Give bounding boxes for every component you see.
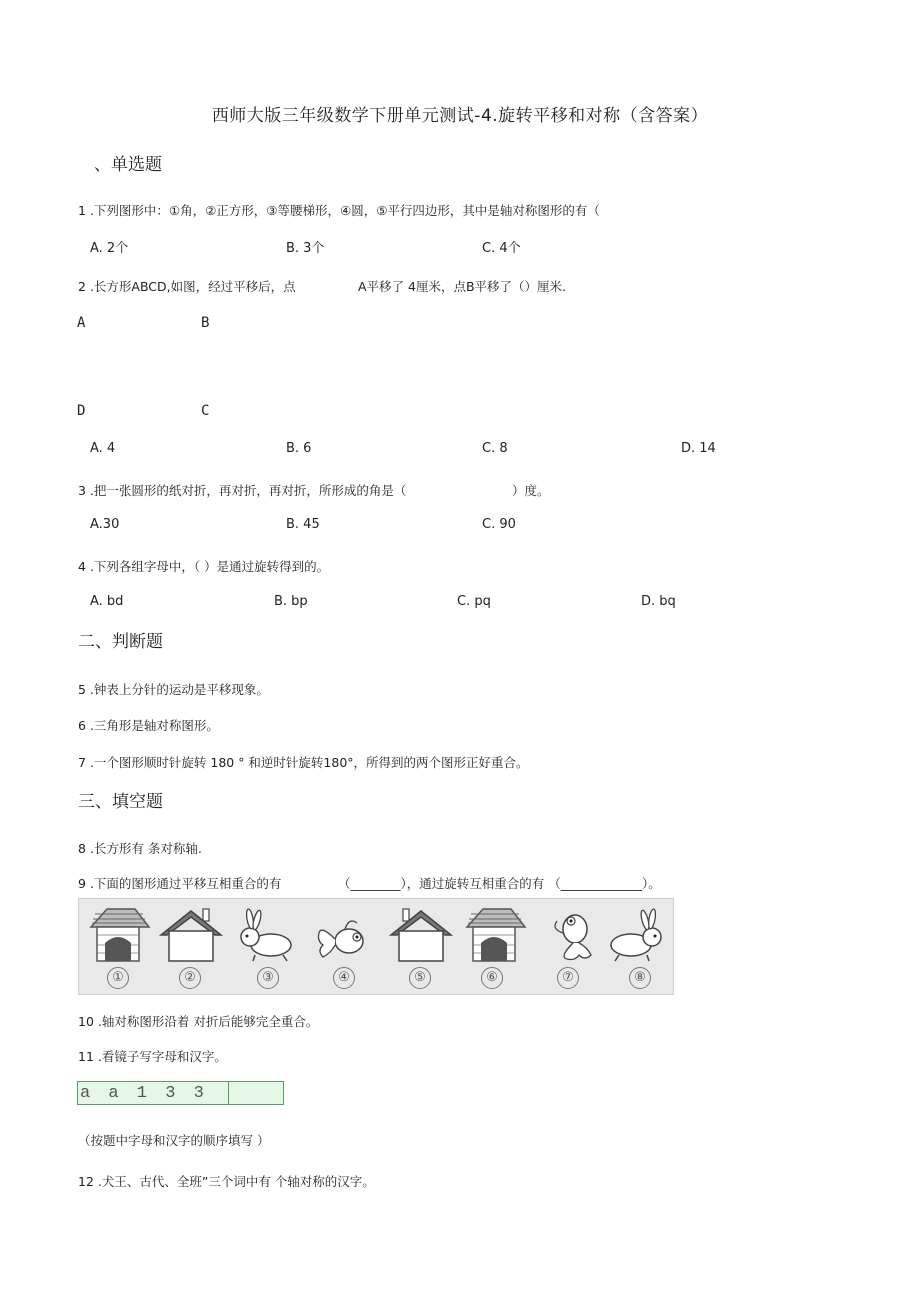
question-3-part-2: ）度。	[512, 483, 550, 498]
q4-option-a: A. bd	[90, 594, 124, 609]
q3-option-b: B. 45	[286, 517, 320, 532]
mirror-text-cell: a a 1 3 3	[78, 1082, 229, 1105]
q2-option-b: B. 6	[286, 441, 312, 456]
q1-option-a: A. 2个	[90, 241, 129, 256]
figure-label-5: ⑤	[409, 967, 431, 989]
question-9-part-1: 9 .下面的图形通过平移互相重合的有	[78, 876, 282, 891]
q3-option-a: A.30	[90, 517, 120, 532]
question-10: 10 .轴对称图形沿着 对折后能够完全重合。	[78, 1014, 319, 1029]
figure-label-6: ⑥	[481, 967, 503, 989]
q1-option-c: C. 4个	[482, 241, 521, 256]
question-2-part-1: 2 .长方形ABCD,如图，经过平移后，点	[78, 279, 296, 294]
question-1: 1 .下列图形中：①角，②正方形，③等腰梯形，④圆，⑤平行四边形，其中是轴对称图形的有（	[78, 203, 600, 218]
house-icon	[389, 905, 453, 965]
mirror-table	[77, 1081, 284, 1105]
corner-label-b: B	[201, 315, 210, 331]
question-5: 5 .钟表上分针的运动是平移现象。	[78, 682, 269, 697]
q1-option-b: B. 3个	[286, 241, 325, 256]
rabbit-icon	[605, 905, 669, 965]
question-12: 12 .犬王、古代、全班”三个词中有 个轴对称的汉字。	[78, 1174, 375, 1189]
goldfish-icon	[311, 905, 375, 965]
section-heading-single-choice: 、单选题	[94, 155, 162, 175]
figure-strip	[78, 898, 674, 995]
question-9-part-2: （________），通过旋转互相重合的有 （_____________）。	[338, 876, 661, 891]
corner-label-a: A	[77, 315, 86, 331]
doghouse-icon	[87, 905, 151, 965]
goldfish-icon	[537, 905, 601, 965]
doghouse-icon	[463, 905, 527, 965]
corner-label-d: D	[77, 403, 86, 419]
question-4: 4 .下列各组字母中，（ ）是通过旋转得到的。	[78, 559, 330, 574]
corner-label-c: C	[201, 403, 210, 419]
question-7: 7 .一个图形顺时针旋转 180 ° 和逆时针旋转180°，所得到的两个图形正好重合。	[78, 755, 529, 770]
section-heading-fill-blank: 三、填空题	[78, 792, 163, 812]
figure-label-8: ⑧	[629, 967, 651, 989]
question-11-note: （按题中字母和汉字的顺序填写 ）	[78, 1133, 270, 1148]
q4-option-c: C. pq	[457, 594, 491, 609]
figure-label-4: ④	[333, 967, 355, 989]
rabbit-icon	[233, 905, 297, 965]
section-heading-true-false: 二、判断题	[78, 632, 163, 652]
question-6: 6 .三角形是轴对称图形。	[78, 718, 219, 733]
figure-label-3: ③	[257, 967, 279, 989]
figure-label-2: ②	[179, 967, 201, 989]
q4-option-b: B. bp	[274, 594, 308, 609]
q4-option-d: D. bq	[641, 594, 676, 609]
question-2-part-2: A平移了 4厘米，点B平移了（）厘米.	[358, 279, 567, 294]
question-8: 8 .长方形有 条对称轴.	[78, 841, 202, 856]
mirror-answer-cell[interactable]	[229, 1082, 284, 1105]
q2-option-c: C. 8	[482, 441, 508, 456]
question-3-part-1: 3 .把一张圆形的纸对折，再对折，再对折，所形成的角是（	[78, 483, 407, 498]
q2-option-d: D. 14	[681, 441, 716, 456]
figure-label-7: ⑦	[557, 967, 579, 989]
house-icon	[159, 905, 223, 965]
page-title: 西师大版三年级数学下册单元测试-4.旋转平移和对称（含答案）	[211, 106, 709, 126]
q3-option-c: C. 90	[482, 517, 516, 532]
question-11: 11 .看镜子写字母和汉字。	[78, 1049, 227, 1064]
q2-option-a: A. 4	[90, 441, 116, 456]
figure-label-1: ①	[107, 967, 129, 989]
